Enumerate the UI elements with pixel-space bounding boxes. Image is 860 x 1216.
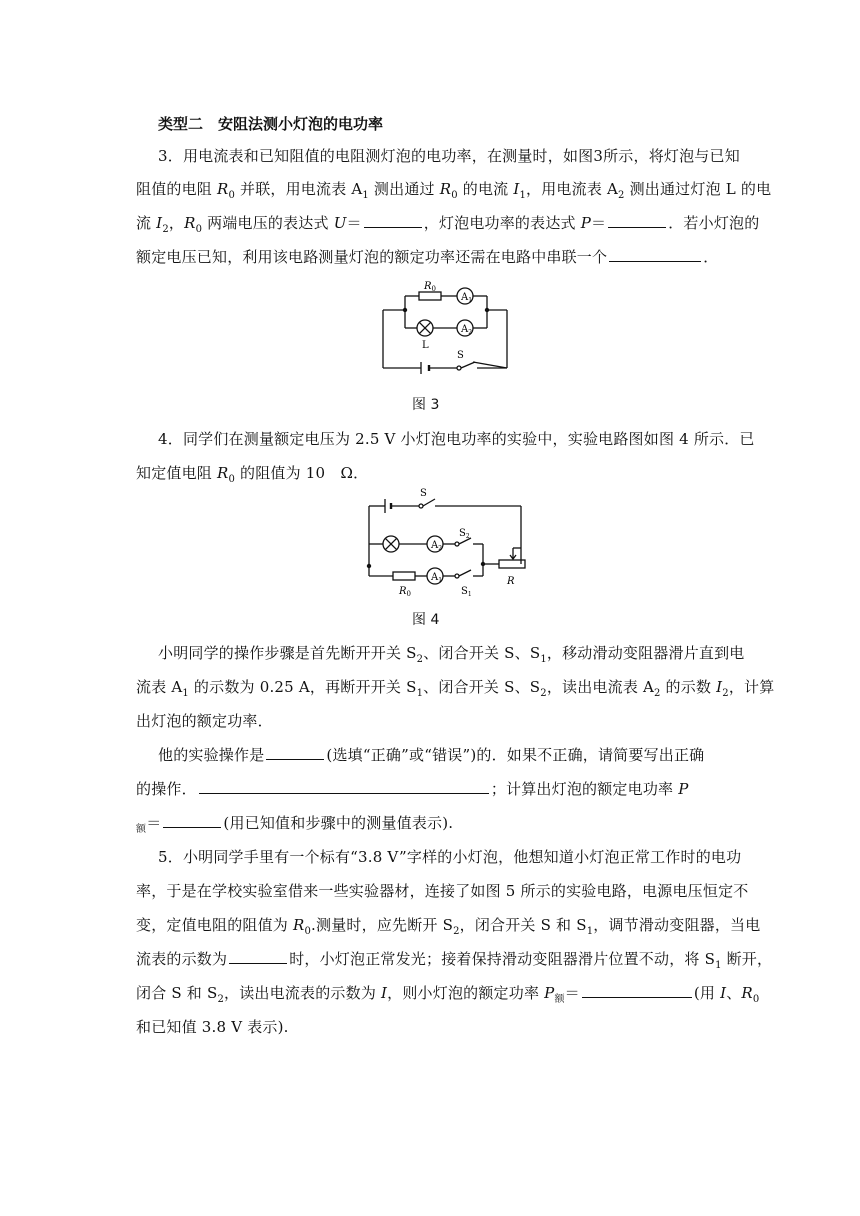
q3-line-4: 额定电压已知，利用该电路测量灯泡的额定功率还需在电路中串联一个 ． — [136, 248, 719, 266]
fig3-label-l: L — [422, 340, 429, 351]
fig4-label-a1: $A_1$ — [431, 572, 443, 584]
q4-line-1: 4．同学们在测量额定电压为 2.5 V 小灯泡电功率的实验中，实验电路图如图 4 所示．已 — [158, 430, 755, 448]
q5-line-3: 变，定值电阻的阻值为 $R_0$.测量时，应先断开 $S_2$，闭合开关 S 和 $S_1$，调节滑动变阻器，当电 — [136, 916, 761, 937]
fig3-label-a2: $A_2$ — [461, 324, 473, 336]
fig4-label-s: S — [420, 488, 427, 499]
fig3-label-s: S — [457, 350, 464, 361]
judgement-line-3: $_额$＝ (用已知值和步骤中的测量值表示). — [136, 814, 454, 835]
fig3-label-a1: $A_1$ — [461, 292, 473, 304]
answer-blank-correct-operation[interactable] — [199, 779, 489, 794]
fig4-label-r: R — [507, 576, 515, 587]
q3-line-3: 流 $I_2$，$R_0$ 两端电压的表达式 U＝ ，灯泡电功率的表达式 P＝ ．若小灯泡的 — [136, 214, 760, 235]
q3-line-2: 阻值的电阻 $R_0$ 并联，用电流表 $A_1$ 测出通过 $R_0$ 的电流 $I_1$，用电流表 $A_2$ 测出通过灯泡 L 的电 — [136, 180, 772, 201]
procedure-line-3: 出灯泡的额定功率． — [136, 712, 273, 730]
answer-blank-current[interactable] — [229, 949, 287, 964]
q5-line-4: 流表的示数为 时，小灯泡正常发光；接着保持滑动变阻器滑片位置不动，将 $S_1$ 断开， — [136, 950, 773, 971]
answer-blank-rated-power-4[interactable] — [163, 813, 221, 828]
fig4-label-a2: $A_2$ — [431, 540, 443, 552]
answer-blank-p[interactable] — [608, 213, 666, 228]
q3-line-1: 3．用电流表和已知阻值的电阻测灯泡的电功率，在测量时，如图3所示，将灯泡与已知 — [158, 147, 740, 165]
circuit-diagram-fig4 — [363, 486, 533, 602]
answer-blank-correctness[interactable] — [266, 745, 324, 760]
answer-blank-series-device[interactable] — [609, 247, 701, 262]
fig3-label-r0: $R_0$ — [424, 281, 436, 293]
procedure-line-2: 流表 $A_1$ 的示数为 0.25 A，再断开开关 $S_1$、闭合开关 S、$S_2$，读出电流表 $A_2$ 的示数 $I_2$，计算 — [136, 678, 775, 699]
q4-line-2: 知定值电阻 $R_0$ 的阻值为 10 Ω． — [136, 464, 369, 485]
answer-blank-u[interactable] — [364, 213, 422, 228]
fig4-label-r0: $R_0$ — [399, 586, 411, 598]
procedure-line-1: 小明同学的操作步骤是首先断开开关 $S_2$、闭合开关 S、$S_1$，移动滑动变阻器滑片直到电 — [158, 644, 745, 665]
circuit-diagram-fig3 — [375, 278, 515, 378]
q5-line-2: 率，于是在学校实验室借来一些实验器材，连接了如图 5 所示的实验电路，电源电压恒定不 — [136, 882, 749, 900]
fig4-caption: 图 4 — [412, 612, 440, 628]
answer-blank-rated-power-5[interactable] — [582, 983, 692, 998]
fig4-label-s1: $S_1$ — [461, 586, 472, 598]
fig3-caption: 图 3 — [412, 397, 440, 413]
fig4-label-s2: $S_2$ — [459, 528, 470, 540]
section-title: 类型二 安阻法测小灯泡的电功率 — [158, 115, 384, 133]
q5-line-6: 和已知值 3.8 V 表示). — [136, 1018, 289, 1036]
judgement-line-1: 他的实验操作是 (选填“正确”或“错误”)的．如果不正确，请简要写出正确 — [158, 746, 705, 764]
judgement-line-2: 的操作． ；计算出灯泡的额定电功率 P — [136, 780, 689, 798]
q5-line-1: 5．小明同学手里有一个标有“3.8 V”字样的小灯泡，他想知道小灯泡正常工作时的电功 — [158, 848, 742, 866]
q5-line-5: 闭合 S 和 $S_2$，读出电流表的示数为 I，则小灯泡的额定功率 $P_额=$ (用 I、$R_0$ — [136, 984, 760, 1005]
